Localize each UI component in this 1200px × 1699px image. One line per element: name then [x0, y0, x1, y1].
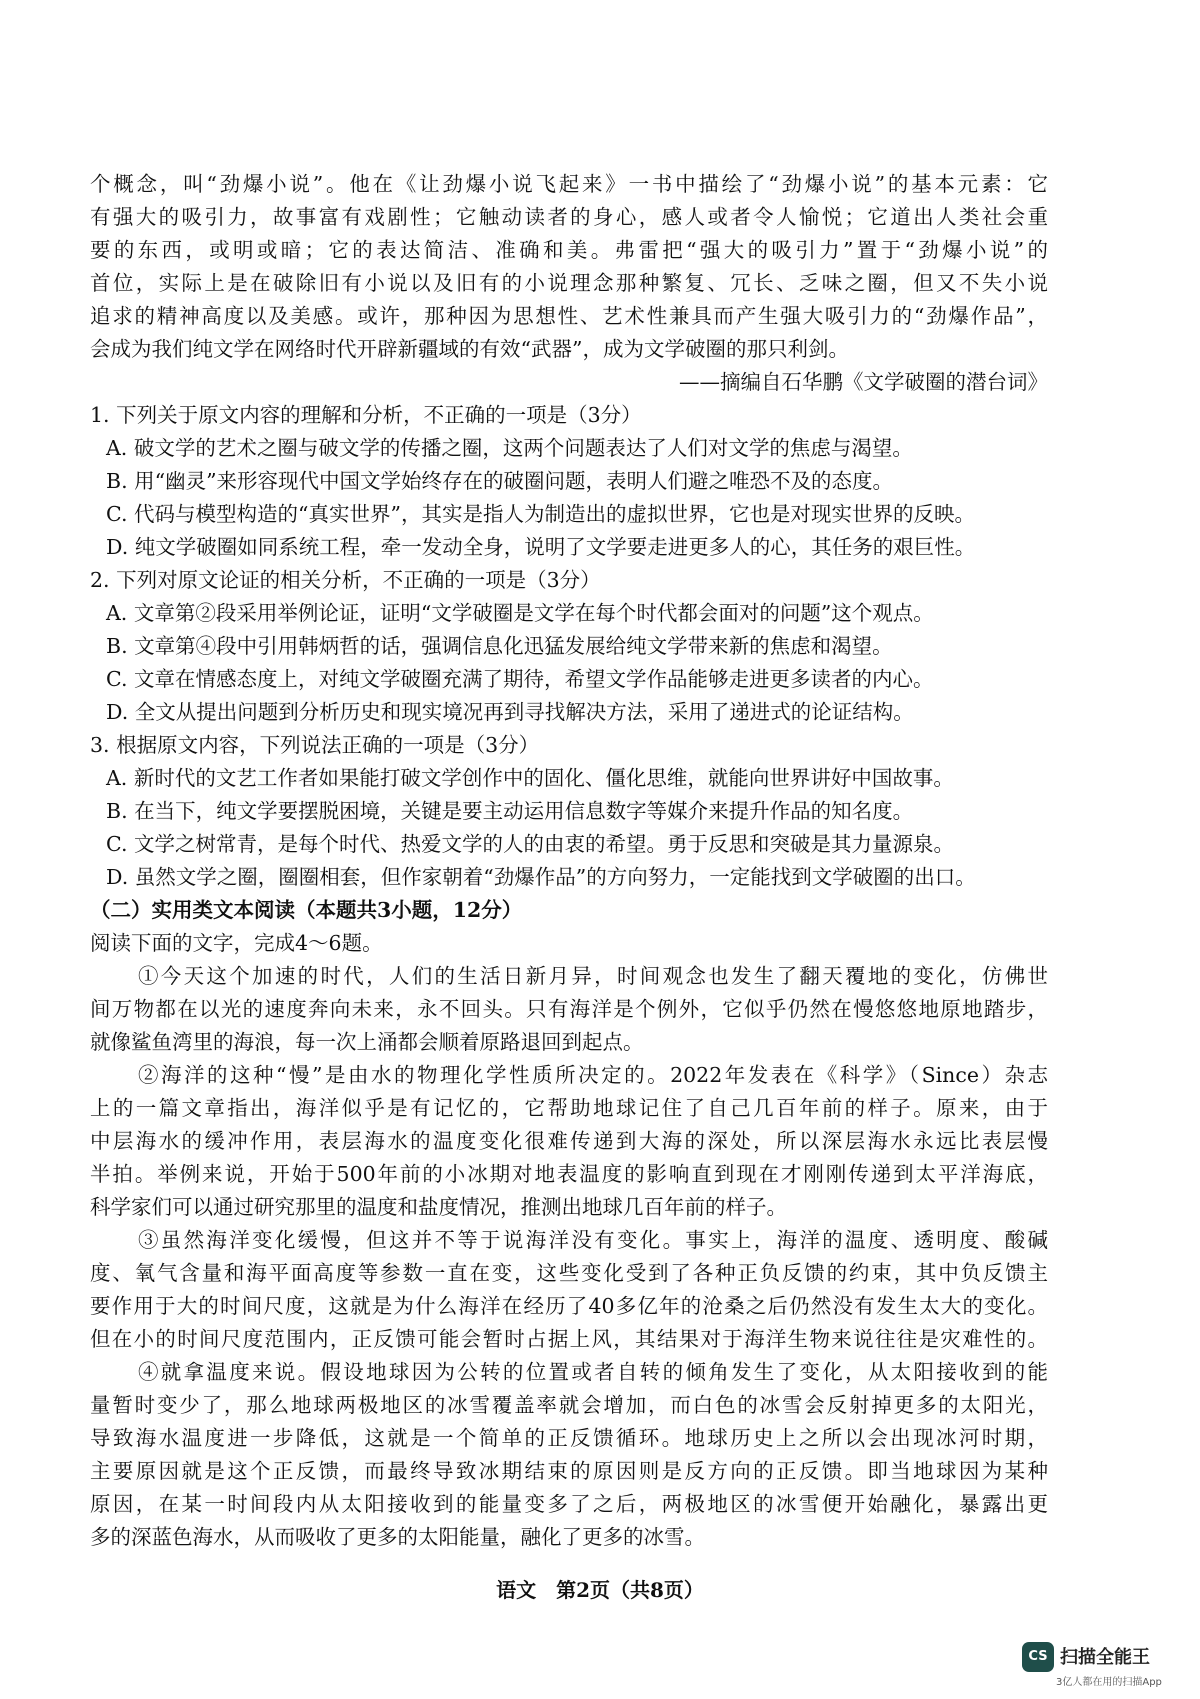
passage-1-line: 追求的精神高度以及美感。或许，那种因为思想性、艺术性兼具而产生强大吸引力的“劲爆作品”，	[90, 304, 1048, 328]
passage-1-line: 会成为我们纯文学在网络时代开辟新疆域的有效“武器”，成为文学破圈的那只利剑。	[90, 337, 849, 361]
passage-2-line: 度、氧气含量和海平面高度等参数一直在变，这些变化受到了各种正负反馈的约束，其中负反馈主	[90, 1261, 1048, 1285]
passage-2-line: 要作用于大的时间尺度，这就是为什么海洋在经历了40多亿年的沧桑之后仍然没有发生太大的变化。	[90, 1294, 1048, 1318]
passage-source: ——摘编自石华鹏《文学破圈的潜台词》	[679, 370, 1048, 394]
passage-2-line: 量暂时变少了，那么地球两极地区的冰雪覆盖率就会增加，而白色的冰雪会反射掉更多的太阳光，	[90, 1393, 1048, 1417]
passage-2-line: 多的深蓝色海水，从而吸收了更多的太阳能量，融化了更多的冰雪。	[90, 1525, 705, 1549]
question-option: C. 文章在情感态度上，对纯文学破圈充满了期待，希望文学作品能够走进更多读者的内心。	[106, 667, 934, 691]
watermark-subtitle: 3亿人都在用的扫描App	[1056, 1677, 1162, 1688]
question-option: C. 文学之树常青，是每个时代、热爱文学的人的由衷的希望。勇于反思和突破是其力量源泉。	[106, 832, 954, 856]
page-content	[90, 168, 1048, 1554]
question-option: D. 纯文学破圈如同系统工程，牵一发动全身，说明了文学要走进更多人的心，其任务的艰巨性。	[106, 535, 976, 559]
question-option: D. 虽然文学之圈，圈圈相套，但作家朝着“劲爆作品”的方向努力，一定能找到文学破圈的出口。	[106, 865, 976, 889]
question-option: D. 全文从提出问题到分析历史和现实境况再到寻找解决方法，采用了递进式的论证结构。	[106, 700, 914, 724]
passage-2-line: 就像鲨鱼湾里的海浪，每一次上涌都会顺着原路退回到起点。	[90, 1030, 644, 1054]
passage-2-line: 导致海水温度进一步降低，这就是一个简单的正反馈循环。地球历史上之所以会出现冰河时期，	[90, 1426, 1048, 1450]
question-option: A. 破文学的艺术之圈与破文学的传播之圈，这两个问题表达了人们对文学的焦虑与渴望。	[106, 436, 913, 460]
passage-2-line: ④就拿温度来说。假设地球因为公转的位置或者自转的倾角发生了变化，从太阳接收到的能	[138, 1360, 1048, 1384]
section-instruction: 阅读下面的文字，完成4～6题。	[90, 931, 383, 955]
passage-1	[90, 168, 1048, 399]
passage-2-line: 主要原因就是这个正反馈，而最终导致冰期结束的原因则是反方向的正反馈。即当地球因为某种	[90, 1459, 1048, 1483]
scanner-logo-icon: CS	[1022, 1642, 1054, 1672]
passage-2-line: ②海洋的这种“慢”是由水的物理化学性质所决定的。2022年发表在《科学》（Since）杂志	[138, 1063, 1048, 1087]
passage-1-line: 有强大的吸引力，故事富有戏剧性；它触动读者的身心，感人或者令人愉悦；它道出人类社会重	[90, 205, 1048, 229]
question-option: A. 新时代的文艺工作者如果能打破文学创作中的固化、僵化思维，就能向世界讲好中国故事。	[106, 766, 954, 790]
passage-1-line: 首位，实际上是在破除旧有小说以及旧有的小说理念那种繁复、冗长、乏味之圈，但又不失小说	[90, 271, 1048, 295]
passage-2-line: ③虽然海洋变化缓慢，但这并不等于说海洋没有变化。事实上，海洋的温度、透明度、酸碱	[138, 1228, 1048, 1252]
passage-2-paragraph-3	[90, 1224, 1048, 1356]
question-1	[90, 399, 1048, 564]
question-option: B. 文章第④段中引用韩炳哲的话，强调信息化迅猛发展给纯文学带来新的焦虑和渴望。	[106, 634, 893, 658]
watermark-title: 扫描全能王	[1060, 1647, 1150, 1668]
page-footer: 语文 第2页（共8页）	[496, 1578, 704, 1602]
passage-2-line: 间万物都在以光的速度奔向未来，永不回头。只有海洋是个例外，它似乎仍然在慢悠悠地原地踏步，	[90, 997, 1048, 1021]
question-option: C. 代码与模型构造的“真实世界”，其实是指人为制造出的虚拟世界，它也是对现实世界的反映。	[106, 502, 975, 526]
question-2	[90, 564, 1048, 729]
question-option: B. 在当下，纯文学要摆脱困境，关键是要主动运用信息数字等媒介来提升作品的知名度。	[106, 799, 914, 823]
passage-2-paragraph-2	[90, 1059, 1048, 1224]
passage-2-line: 科学家们可以通过研究那里的温度和盐度情况，推测出地球几百年前的样子。	[90, 1195, 787, 1219]
passage-2	[90, 960, 1048, 1554]
question-stem: 3. 根据原文内容，下列说法正确的一项是（3分）	[90, 733, 540, 757]
passage-2-paragraph-4	[90, 1356, 1048, 1554]
question-stem: 2. 下列对原文论证的相关分析，不正确的一项是（3分）	[90, 568, 601, 592]
section-heading: （二）实用类文本阅读（本题共3小题，12分）	[90, 898, 523, 922]
passage-2-line: 原因，在某一时间段内从太阳接收到的能量变多了之后，两极地区的冰雪便开始融化，暴露出更	[90, 1492, 1048, 1516]
scanner-watermark	[1022, 1640, 1182, 1690]
passage-2-line: ①今天这个加速的时代，人们的生活日新月异，时间观念也发生了翻天覆地的变化，仿佛世	[138, 964, 1048, 988]
passage-2-line: 中层海水的缓冲作用，表层海水的温度变化很难传递到大海的深处，所以深层海水永远比表层慢	[90, 1129, 1048, 1153]
passage-2-paragraph-1	[90, 960, 1048, 1059]
passage-2-line: 上的一篇文章指出，海洋似乎是有记忆的，它帮助地球记住了自己几百年前的样子。原来，由于	[90, 1096, 1048, 1120]
question-stem: 1. 下列关于原文内容的理解和分析，不正确的一项是（3分）	[90, 403, 642, 427]
question-option: A. 文章第②段采用举例论证，证明“文学破圈是文学在每个时代都会面对的问题”这个观点。	[106, 601, 934, 625]
passage-2-line: 半拍。举例来说，开始于500年前的小冰期对地表温度的影响直到现在才刚刚传递到太平洋海底，	[90, 1162, 1048, 1186]
passage-1-line: 要的东西，或明或暗；它的表达简洁、准确和美。弗雷把“强大的吸引力”置于“劲爆小说”的	[90, 238, 1048, 262]
passage-1-line: 个概念，叫“劲爆小说”。他在《让劲爆小说飞起来》一书中描绘了“劲爆小说”的基本元素：它	[90, 172, 1048, 196]
question-option: B. 用“幽灵”来形容现代中国文学始终存在的破圈问题，表明人们避之唯恐不及的态度。	[106, 469, 894, 493]
passage-2-line: 但在小的时间尺度范围内，正反馈可能会暂时占据上风，其结果对于海洋生物来说往往是灾难性的。	[90, 1327, 1048, 1351]
question-3	[90, 729, 1048, 894]
